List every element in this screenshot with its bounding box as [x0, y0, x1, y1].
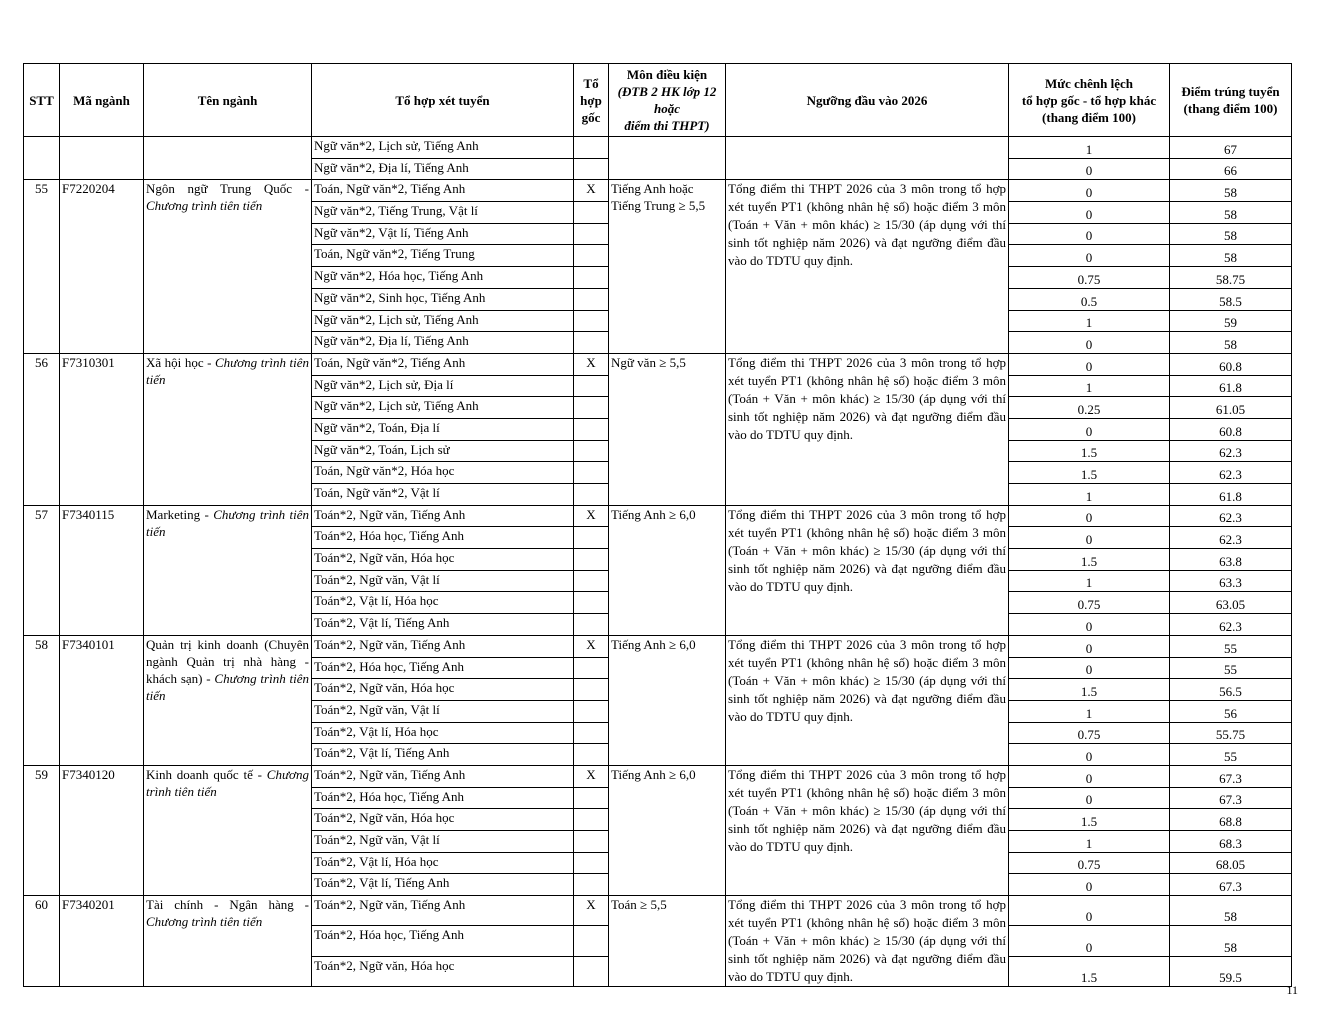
combo-cell: Toán, Ngữ văn*2, Tiếng Anh — [312, 353, 574, 375]
program-type: Chương trình tiên tiến — [146, 914, 263, 930]
header-cond-line3: điểm thi THPT) — [624, 118, 710, 133]
score-cell: 55 — [1170, 657, 1292, 679]
diff-cell: 0 — [1009, 874, 1170, 896]
threshold-cell: Tổng điểm thi THPT 2026 của 3 môn trong tổ hợp xét tuyển PT1 (không nhân hệ số) hoặc điểm 3 môn (Toán + Văn + môn khác) ≥ 15/30 (áp dụng với thí sinh tốt nghiệp năm 2026) và đạt ngưỡng điểm đầu vào do TDTU quy định. — [726, 635, 1009, 765]
orig-cell — [574, 267, 609, 289]
score-cell: 58 — [1170, 202, 1292, 224]
score-cell: 67.3 — [1170, 787, 1292, 809]
combo-cell: Toán*2, Ngữ văn, Tiếng Anh — [312, 896, 574, 926]
combo-cell: Toán*2, Vật lí, Tiếng Anh — [312, 744, 574, 766]
orig-cell — [574, 614, 609, 636]
diff-cell: 0 — [1009, 223, 1170, 245]
orig-cell — [574, 570, 609, 592]
stt-cell: 56 — [24, 353, 60, 505]
header-diff-line2: tổ hợp gốc - tổ hợp khác — [1021, 92, 1157, 108]
program-code-cell: F7340101 — [60, 635, 144, 765]
score-cell: 68.3 — [1170, 831, 1292, 853]
header-code: Mã ngành — [60, 64, 144, 137]
name-cell — [144, 137, 312, 180]
score-cell: 63.8 — [1170, 549, 1292, 571]
stt-cell: 60 — [24, 896, 60, 987]
diff-cell: 1.5 — [1009, 440, 1170, 462]
combo-cell: Ngữ văn*2, Toán, Lịch sử — [312, 440, 574, 462]
program-type: Chương trình tiên tiến — [146, 670, 309, 703]
score-cell: 62.3 — [1170, 614, 1292, 636]
score-cell: 58 — [1170, 180, 1292, 202]
table-row — [24, 137, 1292, 159]
program-code-cell: F7340120 — [60, 765, 144, 895]
orig-cell — [574, 288, 609, 310]
combo-cell: Ngữ văn*2, Tiếng Trung, Vật lí — [312, 202, 574, 224]
code-cell — [60, 137, 144, 180]
header-diff-line1: Mức chênh lệch — [1045, 75, 1133, 91]
score-cell: 61.8 — [1170, 484, 1292, 506]
admission-table — [23, 63, 1292, 987]
score-cell: 58 — [1170, 896, 1292, 926]
orig-cell: X — [574, 896, 609, 926]
score-cell: 66 — [1170, 158, 1292, 180]
table-row — [24, 765, 1292, 787]
header-diff-line3: (thang điểm 100) — [1042, 109, 1136, 125]
table-row — [24, 505, 1292, 527]
combo-cell: Ngữ văn*2, Lịch sử, Địa lí — [312, 375, 574, 397]
table-row — [24, 635, 1292, 657]
diff-cell: 0 — [1009, 353, 1170, 375]
orig-cell — [574, 700, 609, 722]
orig-cell — [574, 809, 609, 831]
diff-cell: 1 — [1009, 484, 1170, 506]
combo-cell: Toán, Ngữ văn*2, Tiếng Anh — [312, 180, 574, 202]
threshold-cell: Tổng điểm thi THPT 2026 của 3 môn trong tổ hợp xét tuyển PT1 (không nhân hệ số) hoặc điểm 3 môn (Toán + Văn + môn khác) ≥ 15/30 (áp dụng với thí sinh tốt nghiệp năm 2026) và đạt ngưỡng điểm đầu vào do TDTU quy định. — [726, 505, 1009, 635]
diff-cell: 0 — [1009, 896, 1170, 926]
score-cell: 56 — [1170, 700, 1292, 722]
diff-cell: 1.5 — [1009, 549, 1170, 571]
cond-cell: Ngữ văn ≥ 5,5 — [609, 353, 726, 505]
threshold-cell: Tổng điểm thi THPT 2026 của 3 môn trong tổ hợp xét tuyển PT1 (không nhân hệ số) hoặc điểm 3 môn (Toán + Văn + môn khác) ≥ 15/30 (áp dụng với thí sinh tốt nghiệp năm 2026) và đạt ngưỡng điểm đầu vào do TDTU quy định. — [726, 353, 1009, 505]
score-cell: 61.8 — [1170, 375, 1292, 397]
combo-cell: Ngữ văn*2, Hóa học, Tiếng Anh — [312, 267, 574, 289]
combo-cell: Toán*2, Hóa học, Tiếng Anh — [312, 926, 574, 956]
combo-cell: Toán, Ngữ văn*2, Vật lí — [312, 484, 574, 506]
program-type: Chương trình tiên tiến — [146, 766, 309, 799]
header-row — [24, 64, 1292, 137]
table-row — [24, 180, 1292, 202]
orig-cell — [574, 787, 609, 809]
cond-cell: Tiếng Anh hoặc Tiếng Trung ≥ 5,5 — [609, 180, 726, 354]
combo-cell: Toán*2, Ngữ văn, Vật lí — [312, 700, 574, 722]
header-diff — [1009, 64, 1170, 137]
diff-cell: 1.5 — [1009, 809, 1170, 831]
diff-cell: 0.75 — [1009, 592, 1170, 614]
combo-cell: Ngữ văn*2, Lịch sử, Tiếng Anh — [312, 310, 574, 332]
score-cell: 58 — [1170, 926, 1292, 956]
orig-cell — [574, 440, 609, 462]
cond-cell: Toán ≥ 5,5 — [609, 896, 726, 987]
stt-cell: 58 — [24, 635, 60, 765]
score-cell: 58.5 — [1170, 288, 1292, 310]
diff-cell: 0 — [1009, 527, 1170, 549]
diff-cell: 1.5 — [1009, 956, 1170, 986]
orig-cell — [574, 245, 609, 267]
diff-cell: 0 — [1009, 505, 1170, 527]
score-cell: 58.75 — [1170, 267, 1292, 289]
combo-cell: Toán*2, Vật lí, Tiếng Anh — [312, 614, 574, 636]
score-cell: 63.05 — [1170, 592, 1292, 614]
score-cell: 59.5 — [1170, 956, 1292, 986]
header-score-line1: Điểm trúng tuyển — [1181, 84, 1280, 99]
orig-cell: X — [574, 635, 609, 657]
orig-cell — [574, 874, 609, 896]
header-stt: STT — [24, 64, 60, 137]
diff-cell: 0.75 — [1009, 267, 1170, 289]
diff-cell: 0 — [1009, 744, 1170, 766]
program-name: Kinh doanh quốc tế - — [146, 766, 262, 782]
program-name: Xã hội học - — [146, 354, 212, 370]
diff-cell: 0 — [1009, 657, 1170, 679]
combo-cell: Toán*2, Ngữ văn, Hóa học — [312, 549, 574, 571]
orig-cell — [574, 852, 609, 874]
program-name-cell — [144, 353, 312, 505]
diff-cell: 0 — [1009, 614, 1170, 636]
combo-cell: Toán*2, Hóa học, Tiếng Anh — [312, 787, 574, 809]
score-cell: 56.5 — [1170, 679, 1292, 701]
combo-cell: Toán, Ngữ văn*2, Hóa học — [312, 462, 574, 484]
cond-cell: Tiếng Anh ≥ 6,0 — [609, 765, 726, 895]
program-name-cell — [144, 505, 312, 635]
orig-cell: X — [574, 180, 609, 202]
stt-cell — [24, 137, 60, 180]
orig-cell — [574, 158, 609, 180]
diff-cell: 0.5 — [1009, 288, 1170, 310]
diff-cell: 1 — [1009, 375, 1170, 397]
combo-cell: Toán*2, Hóa học, Tiếng Anh — [312, 527, 574, 549]
combo-cell: Toán*2, Ngữ văn, Hóa học — [312, 956, 574, 986]
orig-cell: X — [574, 353, 609, 375]
header-cond-line2: (ĐTB 2 HK lớp 12 hoặc — [617, 84, 717, 116]
combo-cell: Toán*2, Vật lí, Tiếng Anh — [312, 874, 574, 896]
program-type: Chương trình tiên tiến — [146, 506, 310, 539]
score-cell: 68.05 — [1170, 852, 1292, 874]
orig-cell — [574, 332, 609, 354]
orig-cell — [574, 202, 609, 224]
header-cond-line1: Môn điều kiện — [626, 67, 708, 82]
diff-cell: 0 — [1009, 332, 1170, 354]
score-cell: 67 — [1170, 137, 1292, 159]
score-cell: 62.3 — [1170, 527, 1292, 549]
orig-cell — [574, 592, 609, 614]
score-cell: 58 — [1170, 245, 1292, 267]
combo-cell: Ngữ văn*2, Lịch sử, Tiếng Anh — [312, 397, 574, 419]
combo-cell: Toán*2, Hóa học, Tiếng Anh — [312, 657, 574, 679]
cond-cell: Tiếng Anh ≥ 6,0 — [609, 505, 726, 635]
cond-cell: Tiếng Anh ≥ 6,0 — [609, 635, 726, 765]
combo-cell: Toán*2, Ngữ văn, Vật lí — [312, 570, 574, 592]
cond-cell — [609, 137, 726, 180]
score-cell: 61.05 — [1170, 397, 1292, 419]
combo-cell: Toán*2, Ngữ văn, Vật lí — [312, 831, 574, 853]
orig-cell — [574, 956, 609, 986]
threshold-cell: Tổng điểm thi THPT 2026 của 3 môn trong tổ hợp xét tuyển PT1 (không nhân hệ số) hoặc điểm 3 môn (Toán + Văn + môn khác) ≥ 15/30 (áp dụng với thí sinh tốt nghiệp năm 2026) và đạt ngưỡng điểm đầu vào do TDTU quy định. — [726, 765, 1009, 895]
diff-cell: 1 — [1009, 310, 1170, 332]
combo-cell: Ngữ văn*2, Toán, Địa lí — [312, 418, 574, 440]
threshold-cell: Tổng điểm thi THPT 2026 của 3 môn trong tổ hợp xét tuyển PT1 (không nhân hệ số) hoặc điểm 3 môn (Toán + Văn + môn khác) ≥ 15/30 (áp dụng với thí sinh tốt nghiệp năm 2026) và đạt ngưỡng điểm đầu vào do TDTU quy định. — [726, 896, 1009, 987]
admission-table-page — [23, 63, 1291, 986]
score-cell: 58 — [1170, 332, 1292, 354]
orig-cell — [574, 744, 609, 766]
stt-cell: 59 — [24, 765, 60, 895]
program-name: Tài chính - Ngân hàng - — [146, 897, 309, 913]
diff-cell: 0 — [1009, 158, 1170, 180]
diff-cell: 1.5 — [1009, 679, 1170, 701]
diff-cell: 0 — [1009, 245, 1170, 267]
score-cell: 55.75 — [1170, 722, 1292, 744]
program-name-cell — [144, 765, 312, 895]
combo-cell: Toán*2, Ngữ văn, Hóa học — [312, 809, 574, 831]
score-cell: 62.3 — [1170, 440, 1292, 462]
orig-cell — [574, 397, 609, 419]
orig-cell — [574, 484, 609, 506]
program-type: Chương trình tiên tiến — [146, 354, 310, 387]
diff-cell: 0 — [1009, 787, 1170, 809]
diff-cell: 0 — [1009, 765, 1170, 787]
header-score — [1170, 64, 1292, 137]
combo-cell: Toán, Ngữ văn*2, Tiếng Trung — [312, 245, 574, 267]
orig-cell — [574, 831, 609, 853]
diff-cell: 0 — [1009, 926, 1170, 956]
orig-cell — [574, 223, 609, 245]
program-name: Marketing - — [146, 506, 209, 522]
orig-cell — [574, 657, 609, 679]
diff-cell: 1.5 — [1009, 462, 1170, 484]
combo-cell: Toán*2, Ngữ văn, Tiếng Anh — [312, 635, 574, 657]
orig-cell — [574, 679, 609, 701]
score-cell: 63.3 — [1170, 570, 1292, 592]
diff-cell: 0 — [1009, 202, 1170, 224]
orig-cell — [574, 310, 609, 332]
diff-cell: 1 — [1009, 137, 1170, 159]
header-score-line2: (thang điểm 100) — [1183, 101, 1278, 116]
combo-cell: Ngữ văn*2, Địa lí, Tiếng Anh — [312, 332, 574, 354]
diff-cell: 1 — [1009, 831, 1170, 853]
program-code-cell: F7220204 — [60, 180, 144, 354]
orig-cell — [574, 722, 609, 744]
header-threshold: Ngưỡng đầu vào 2026 — [726, 64, 1009, 137]
score-cell: 67.3 — [1170, 874, 1292, 896]
program-name: Quản trị kinh doanh (Chuyên ngành Quản trị nhà hàng - khách sạn) - — [146, 636, 309, 686]
program-type: Chương trình tiên tiến — [146, 198, 263, 214]
header-name: Tên ngành — [144, 64, 312, 137]
table-row — [24, 353, 1292, 375]
combo-cell: Ngữ văn*2, Vật lí, Tiếng Anh — [312, 223, 574, 245]
diff-cell: 1 — [1009, 700, 1170, 722]
stt-cell: 57 — [24, 505, 60, 635]
combo-cell: Toán*2, Ngữ văn, Tiếng Anh — [312, 765, 574, 787]
orig-cell — [574, 549, 609, 571]
combo-cell: Toán*2, Ngữ văn, Tiếng Anh — [312, 505, 574, 527]
program-code-cell: F7340201 — [60, 896, 144, 987]
score-cell: 62.3 — [1170, 462, 1292, 484]
orig-cell: X — [574, 765, 609, 787]
orig-cell — [574, 375, 609, 397]
orig-cell: X — [574, 505, 609, 527]
combo-cell: Ngữ văn*2, Địa lí, Tiếng Anh — [312, 158, 574, 180]
score-cell: 60.8 — [1170, 418, 1292, 440]
score-cell: 68.8 — [1170, 809, 1292, 831]
combo-cell: Toán*2, Vật lí, Hóa học — [312, 852, 574, 874]
score-cell: 59 — [1170, 310, 1292, 332]
score-cell: 60.8 — [1170, 353, 1292, 375]
orig-cell — [574, 137, 609, 159]
combo-cell: Toán*2, Vật lí, Hóa học — [312, 722, 574, 744]
diff-cell: 0.25 — [1009, 397, 1170, 419]
header-orig: Tổ hợp gốc — [574, 64, 609, 137]
score-cell: 55 — [1170, 635, 1292, 657]
score-cell: 62.3 — [1170, 505, 1292, 527]
program-code-cell: F7310301 — [60, 353, 144, 505]
table-row — [24, 896, 1292, 926]
score-cell: 58 — [1170, 223, 1292, 245]
orig-cell — [574, 462, 609, 484]
orig-cell — [574, 926, 609, 956]
combo-cell: Toán*2, Vật lí, Hóa học — [312, 592, 574, 614]
stt-cell: 55 — [24, 180, 60, 354]
diff-cell: 0 — [1009, 635, 1170, 657]
orig-cell — [574, 418, 609, 440]
orig-cell — [574, 527, 609, 549]
threshold-cell — [726, 137, 1009, 180]
header-combo: Tổ hợp xét tuyển — [312, 64, 574, 137]
combo-cell: Ngữ văn*2, Lịch sử, Tiếng Anh — [312, 137, 574, 159]
score-cell: 67.3 — [1170, 765, 1292, 787]
program-name: Ngôn ngữ Trung Quốc - — [146, 181, 309, 197]
diff-cell: 0.75 — [1009, 852, 1170, 874]
program-name-cell — [144, 896, 312, 987]
program-name-cell — [144, 635, 312, 765]
diff-cell: 0 — [1009, 418, 1170, 440]
threshold-cell: Tổng điểm thi THPT 2026 của 3 môn trong tổ hợp xét tuyển PT1 (không nhân hệ số) hoặc điểm 3 môn (Toán + Văn + môn khác) ≥ 15/30 (áp dụng với thí sinh tốt nghiệp năm 2026) và đạt ngưỡng điểm đầu vào do TDTU quy định. — [726, 180, 1009, 354]
combo-cell: Ngữ văn*2, Sinh học, Tiếng Anh — [312, 288, 574, 310]
combo-cell: Toán*2, Ngữ văn, Hóa học — [312, 679, 574, 701]
program-name-cell — [144, 180, 312, 354]
diff-cell: 0 — [1009, 180, 1170, 202]
score-cell: 55 — [1170, 744, 1292, 766]
diff-cell: 1 — [1009, 570, 1170, 592]
program-code-cell: F7340115 — [60, 505, 144, 635]
diff-cell: 0.75 — [1009, 722, 1170, 744]
header-cond — [609, 64, 726, 137]
page-number: 11 — [1286, 983, 1298, 997]
